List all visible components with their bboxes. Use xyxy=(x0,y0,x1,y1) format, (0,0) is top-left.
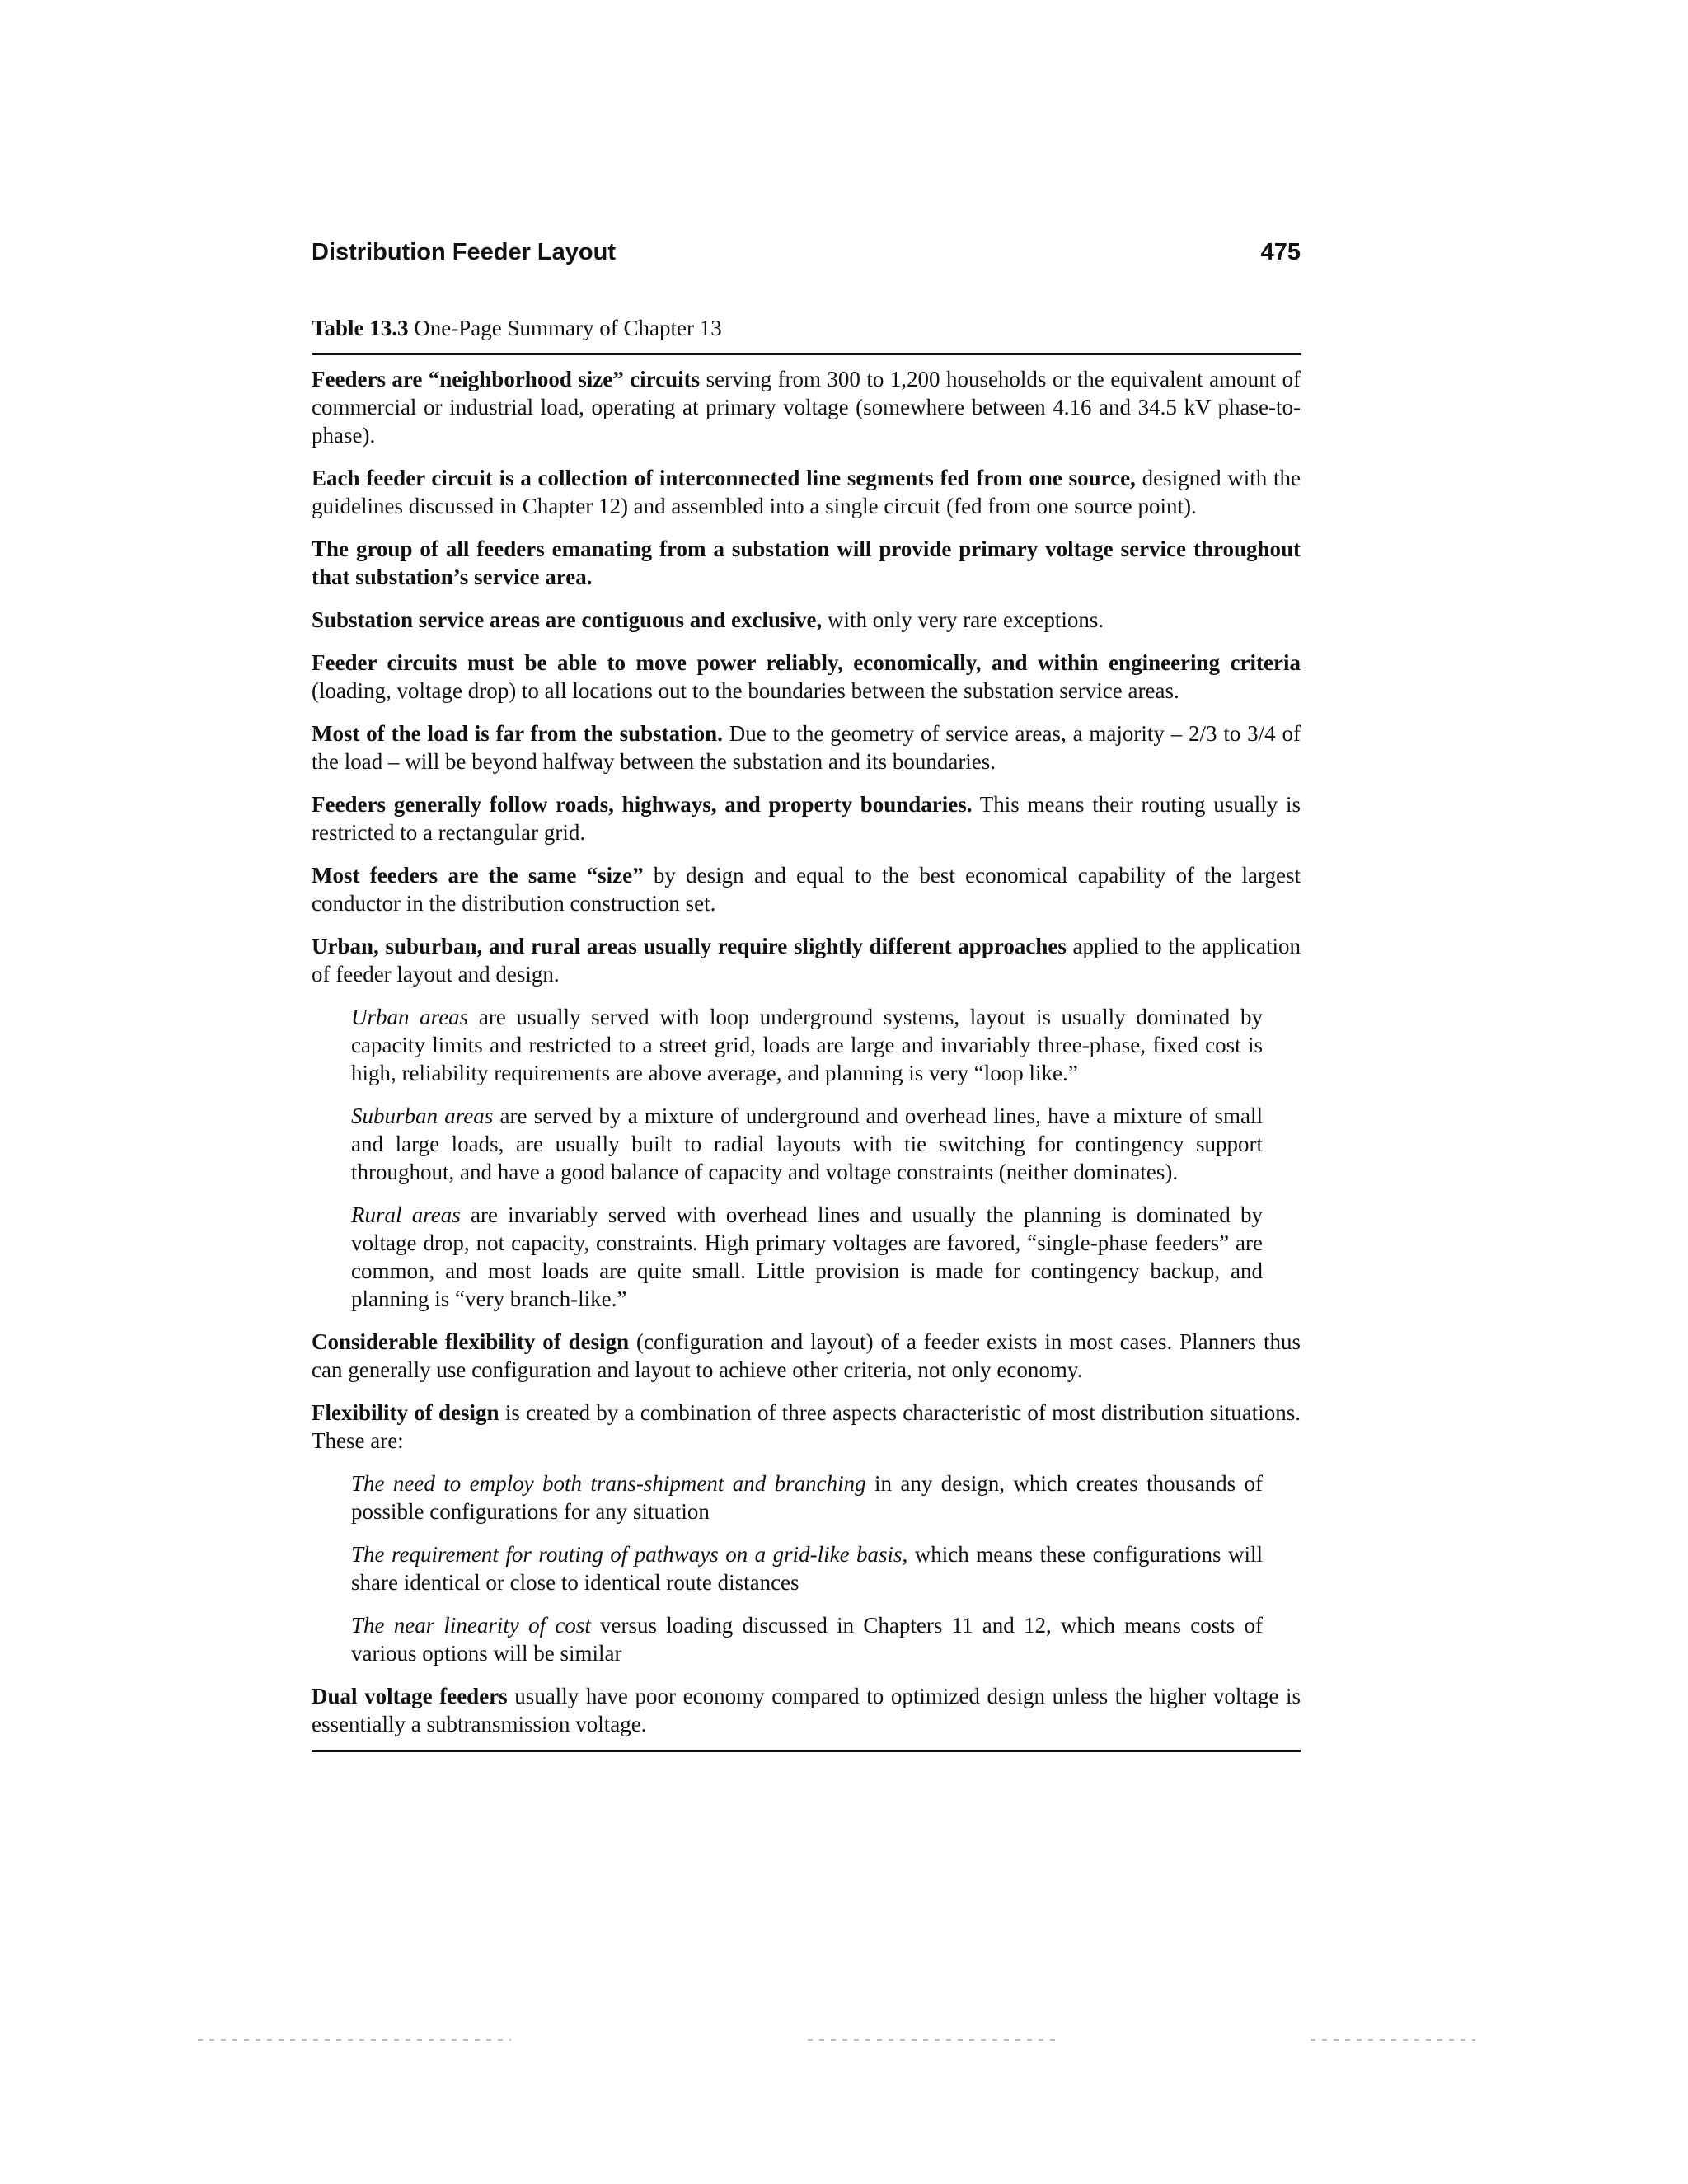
book-page xyxy=(312,239,1301,1752)
aspect-item xyxy=(351,1611,1263,1667)
item-text: usually have poor economy compared to optimized design unless the higher voltage is essentially a subtransmission voltage. xyxy=(312,1684,1301,1736)
item-text: designed with the guidelines discussed in Chapter 12) and assembled into a single circuit (fed from one source point). xyxy=(312,466,1301,518)
area-type-lead: Urban areas xyxy=(351,1005,469,1029)
area-type-urban xyxy=(351,1003,1263,1087)
item-lead: Dual voltage feeders xyxy=(312,1684,508,1708)
summary-item xyxy=(312,606,1301,634)
aspect-lead: The near linearity of cost xyxy=(351,1613,591,1638)
aspect-text: which means these configurations will share identical or close to identical route distances xyxy=(351,1542,1263,1595)
page-number: 475 xyxy=(1260,239,1301,265)
area-type-rural xyxy=(351,1201,1263,1313)
area-type-lead: Suburban areas xyxy=(351,1104,494,1128)
item-lead: Considerable flexibility of design xyxy=(312,1329,630,1354)
summary-item xyxy=(312,464,1301,520)
summary-item xyxy=(312,932,1301,988)
item-lead: Urban, suburban, and rural areas usually require slightly different approaches xyxy=(312,934,1067,958)
item-lead: Each feeder circuit is a collection of interconnected line segments fed from one source, xyxy=(312,466,1136,490)
item-text: (loading, voltage drop) to all locations out to the boundaries between the substation service areas. xyxy=(312,678,1179,703)
item-text: Due to the geometry of service areas, a majority – 2/3 to 3/4 of the load – will be beyond halfway between the substation and its boundaries. xyxy=(312,721,1301,774)
aspect-item xyxy=(351,1469,1263,1526)
table-caption xyxy=(312,316,1301,355)
aspect-item xyxy=(351,1540,1263,1596)
area-type-suburban xyxy=(351,1102,1263,1186)
summary-item xyxy=(312,365,1301,449)
area-type-text: are usually served with loop underground systems, layout is usually dominated by capacity limits and restricted to a street grid, loads are large and invariably three-phase, fixed cost is high, reliability requirements are above average, and planning is very “loop like.” xyxy=(351,1005,1263,1085)
item-lead: Flexibility of design xyxy=(312,1400,499,1425)
item-text: is created by a combination of three aspects characteristic of most distribution situations. These are: xyxy=(312,1400,1301,1453)
chapter-title: Distribution Feeder Layout xyxy=(312,239,616,265)
item-text: serving from 300 to 1,200 households or the equivalent amount of commercial or industrial load, operating at primary voltage (somewhere between 4.16 and 34.5 kV phase-to-phase). xyxy=(312,367,1301,448)
aspect-lead: The requirement for routing of pathways on a grid-like basis, xyxy=(351,1542,908,1567)
area-type-lead: Rural areas xyxy=(351,1202,461,1227)
summary-item xyxy=(312,1399,1301,1455)
item-lead: Feeder circuits must be able to move power reliably, economically, and within engineering criteria xyxy=(312,650,1301,675)
item-lead: Most of the load is far from the substation. xyxy=(312,721,723,746)
summary-table xyxy=(312,355,1301,1752)
summary-item xyxy=(312,1682,1301,1738)
aspect-lead: The need to employ both trans-shipment and branching xyxy=(351,1471,866,1496)
table-title: One-Page Summary of Chapter 13 xyxy=(414,316,722,340)
item-text: (configuration and layout) of a feeder exists in most cases. Planners thus can generally use configuration and layout to achieve other criteria, not only economy. xyxy=(312,1329,1301,1382)
scan-artifact xyxy=(198,2039,511,2041)
item-lead: Most feeders are the same “size” xyxy=(312,863,644,888)
aspect-text: versus loading discussed in Chapters 11 and 12, which means costs of various options will be similar xyxy=(351,1613,1264,1666)
item-lead: Feeders generally follow roads, highways, and property boundaries. xyxy=(312,792,973,817)
item-text: with only very rare exceptions. xyxy=(822,607,1104,632)
item-text: applied to the application of feeder layout and design. xyxy=(312,934,1301,987)
item-text: This means their routing usually is restricted to a rectangular grid. xyxy=(312,792,1301,845)
item-lead: Feeders are “neighborhood size” circuits xyxy=(312,367,701,391)
item-lead: Substation service areas are contiguous and exclusive, xyxy=(312,607,823,632)
item-lead: The group of all feeders emanating from a substation will provide primary voltage service throughout that substation’s service area. xyxy=(312,537,1301,589)
summary-item xyxy=(312,719,1301,776)
table-label: Table 13.3 xyxy=(312,316,409,340)
summary-item xyxy=(312,535,1301,591)
scan-artifact xyxy=(1311,2039,1475,2041)
scan-artifact xyxy=(808,2039,1055,2041)
area-type-text: are served by a mixture of underground and overhead lines, have a mixture of small and large loads, are usually built to radial layouts with tie switching for contingency support throughout, and have a good balance of capacity and voltage constraints (neither dominates). xyxy=(351,1104,1263,1184)
area-type-text: are invariably served with overhead lines and usually the planning is dominated by voltage drop, not capacity, constraints. High primary voltages are favored, “single-phase feeders” are common, and most loads are quite small. Little provision is made for contingency backup, and planning is “very branch-like.” xyxy=(351,1202,1263,1311)
summary-item xyxy=(312,790,1301,846)
running-head xyxy=(312,239,1301,266)
summary-item xyxy=(312,649,1301,705)
summary-item xyxy=(312,861,1301,917)
aspect-text: in any design, which creates thousands of possible configurations for any situation xyxy=(351,1471,1264,1524)
summary-item xyxy=(312,1328,1301,1384)
item-text: by design and equal to the best economical capability of the largest conductor in the distribution construction set. xyxy=(312,863,1301,916)
